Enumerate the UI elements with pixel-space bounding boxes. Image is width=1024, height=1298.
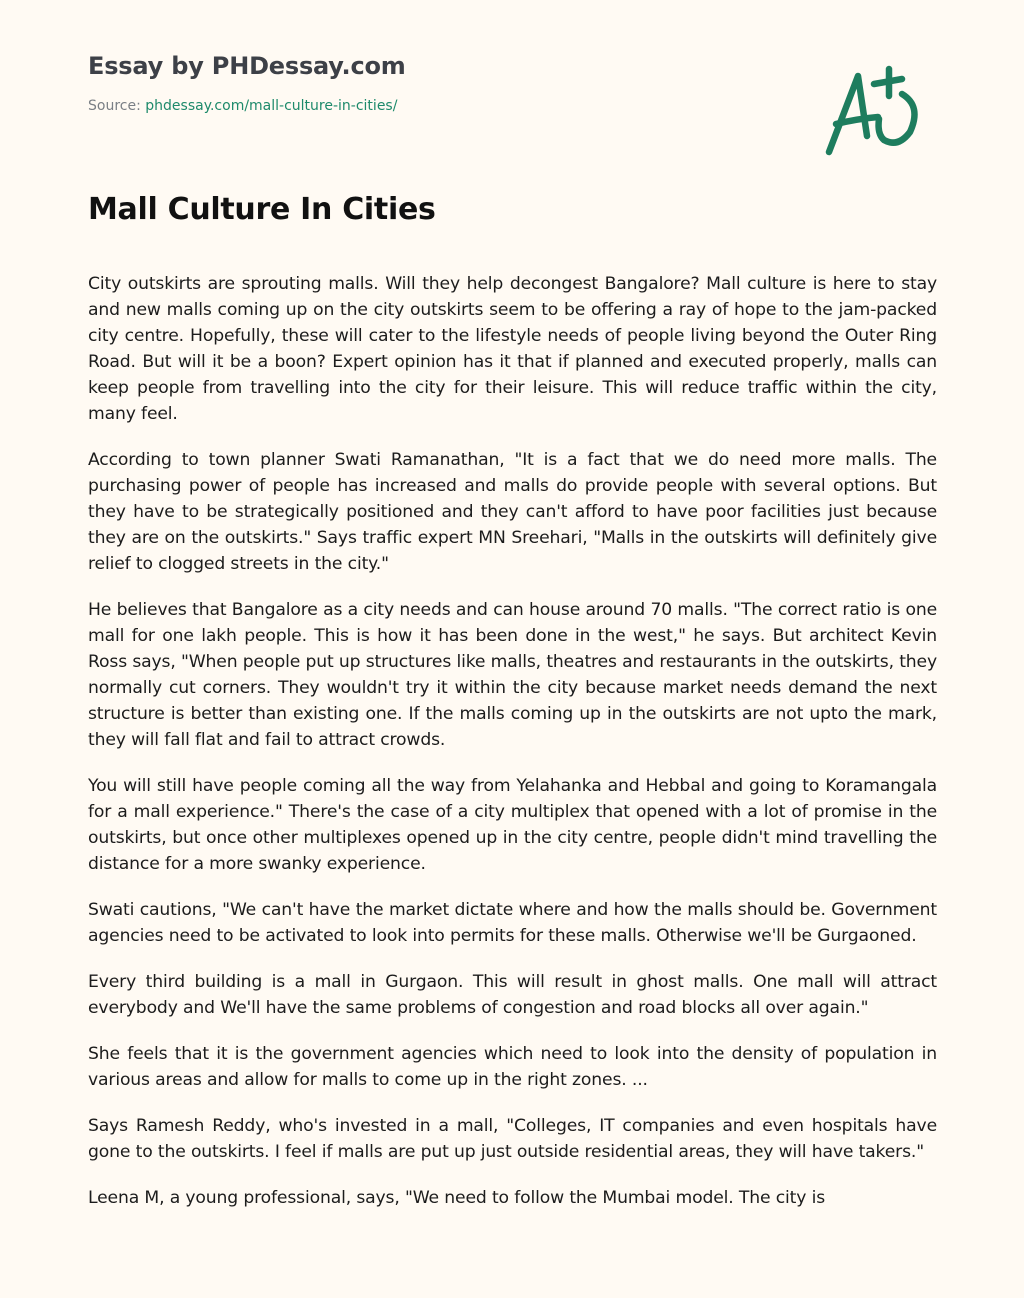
essay-paragraph: Swati cautions, "We can't have the market dictate where and how the malls should be. Government agencies need to be activated to look into permits for these malls. Otherwise we'll be Gurgaoned. bbox=[88, 900, 937, 946]
page-header bbox=[88, 48, 406, 116]
source-label: Source: bbox=[88, 98, 141, 114]
essay-paragraph: Every third building is a mall in Gurgaon. This will result in ghost malls. One mall will attract everybody and We'll have the same problems of congestion and road blocks all over again." bbox=[88, 972, 937, 1018]
essay-paragraph: You will still have people coming all the way from Yelahanka and Hebbal and going to Koramangala for a mall experience." There's the case of a city multiplex that opened with a lot of promise in the outskirts, but once other multiplexes opened up in the city centre, people didn't mind travelling the distance for a more swanky experience. bbox=[88, 776, 937, 874]
essay-paragraph: According to town planner Swati Ramanathan, "It is a fact that we do need more malls. The purchasing power of people has increased and malls do provide people with several options. But they have to be strategically positioned and they can't afford to have poor facilities just because they are on the outskirts." Says traffic expert MN Sreehari, "Malls in the outskirts will definitely give relief to clogged streets in the city." bbox=[88, 450, 937, 574]
source-line bbox=[88, 96, 406, 116]
essay-paragraph: She feels that it is the government agencies which need to look into the density of population in various areas and allow for malls to come up in the right zones. ... bbox=[88, 1044, 937, 1090]
essay-paragraph: Leena M, a young professional, says, "We need to follow the Mumbai model. The city is bbox=[88, 1188, 826, 1208]
essay-body bbox=[88, 271, 937, 1231]
source-link[interactable]: phdessay.com/mall-culture-in-cities/ bbox=[145, 98, 398, 114]
essay-title: Mall Culture In Cities bbox=[88, 192, 436, 227]
essay-paragraph: City outskirts are sprouting malls. Will they help decongest Bangalore? Mall culture is here to stay and new malls coming up on the city outskirts seem to be offering a ray of hope to the jam-packed city centre. Hopefully, these will cater to the lifestyle needs of people living beyond the Outer Ring Road. But will it be a boon? Expert opinion has it that if planned and executed properly, malls can keep people from travelling into the city for their leisure. This will reduce traffic within the city, many feel. bbox=[88, 274, 937, 424]
site-brand: Essay by PHDessay.com bbox=[88, 52, 406, 80]
essay-paragraph: Says Ramesh Reddy, who's invested in a mall, "Colleges, IT companies and even hospitals have gone to the outskirts. I feel if malls are put up just outside residential areas, they will have takers." bbox=[88, 1116, 937, 1162]
a-plus-grade-icon bbox=[822, 64, 932, 164]
essay-paragraph: He believes that Bangalore as a city needs and can house around 70 malls. "The correct ratio is one mall for one lakh people. This is how it has been done in the west," he says. But architect Kevin Ross says, "When people put up structures like malls, theatres and restaurants in the outskirts, they normally cut corners. They wouldn't try it within the city because market needs demand the next structure is better than existing one. If the malls coming up in the outskirts are not upto the mark, they will fall flat and fail to attract crowds. bbox=[88, 600, 937, 750]
